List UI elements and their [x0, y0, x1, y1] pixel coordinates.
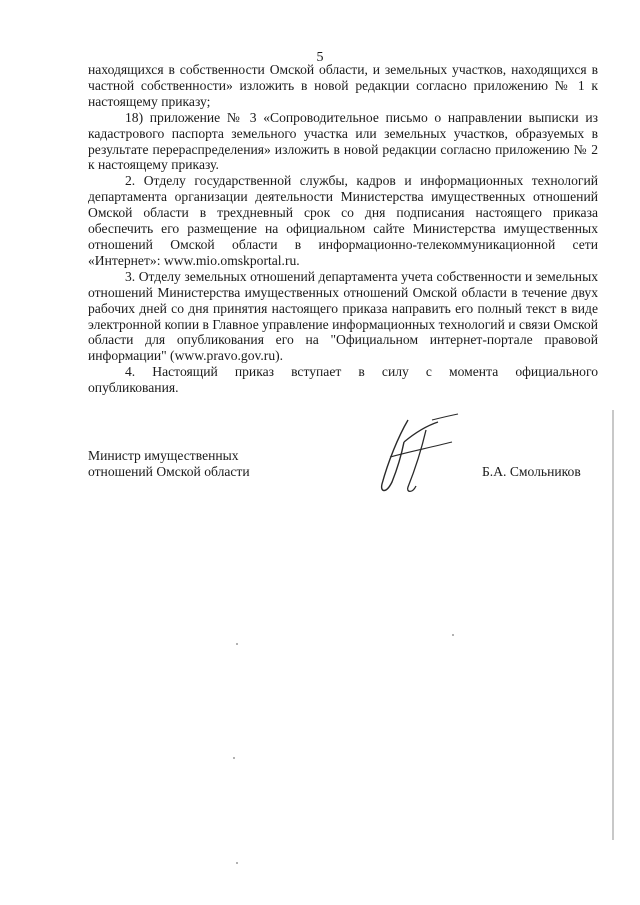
- paragraph-item-4: 4. Настоящий приказ вступает в силу с момента официального опубликования.: [88, 364, 598, 396]
- document-body: [88, 62, 598, 396]
- scan-speck: [236, 643, 238, 645]
- signer-name: Б.А. Смольников: [482, 464, 581, 479]
- paragraph-item-3: 3. Отделу земельных отношений департамента учета собственности и земельных отношений Министерства имущественных отношений Омской области в течение двух рабочих дней со дня принятия настоящего приказа направить его полный текст в виде электронной копии в Главное управление информационных технологий и связи Омской области для опубликования его на "Официальном интернет-портале правовой информации" (www.pravo.gov.ru).: [88, 268, 598, 364]
- scan-speck: [452, 634, 454, 636]
- scan-edge-line: [612, 410, 614, 840]
- paragraph-item-18: 18) приложение № 3 «Сопроводительное письмо о направлении выписки из кадастрового паспорта земельного участка или земельных участков, образуемых в результате перераспределения» изложить в новой редакции согласно приложению № 2 к настоящему приказу.: [88, 109, 598, 173]
- scan-speck: [236, 862, 238, 864]
- signer-title: [88, 448, 318, 480]
- handwritten-signature: [368, 412, 468, 502]
- scan-speck: [233, 757, 235, 759]
- page-number: 5: [316, 50, 324, 65]
- paragraph-item-2: 2. Отделу государственной службы, кадров и информационных технологий департамента организации деятельности Министерства имущественных отношений Омской области в трехдневный срок со дня подписания настоящего приказа обеспечить его размещение на официальном сайте Министерства имущественных отношений Омской области в информационно-телекоммуникационной сети «Интернет»: www.mio.omskportal.ru.: [88, 173, 598, 268]
- signer-title-line-1: Министр имущественных: [88, 448, 239, 463]
- signer-title-line-2: отношений Омской области: [88, 463, 250, 479]
- paragraph-continuation: находящихся в собственности Омской области, и земельных участков, находящихся в частной собственности» изложить в новой редакции согласно приложению № 1 к настоящему приказу;: [88, 62, 598, 109]
